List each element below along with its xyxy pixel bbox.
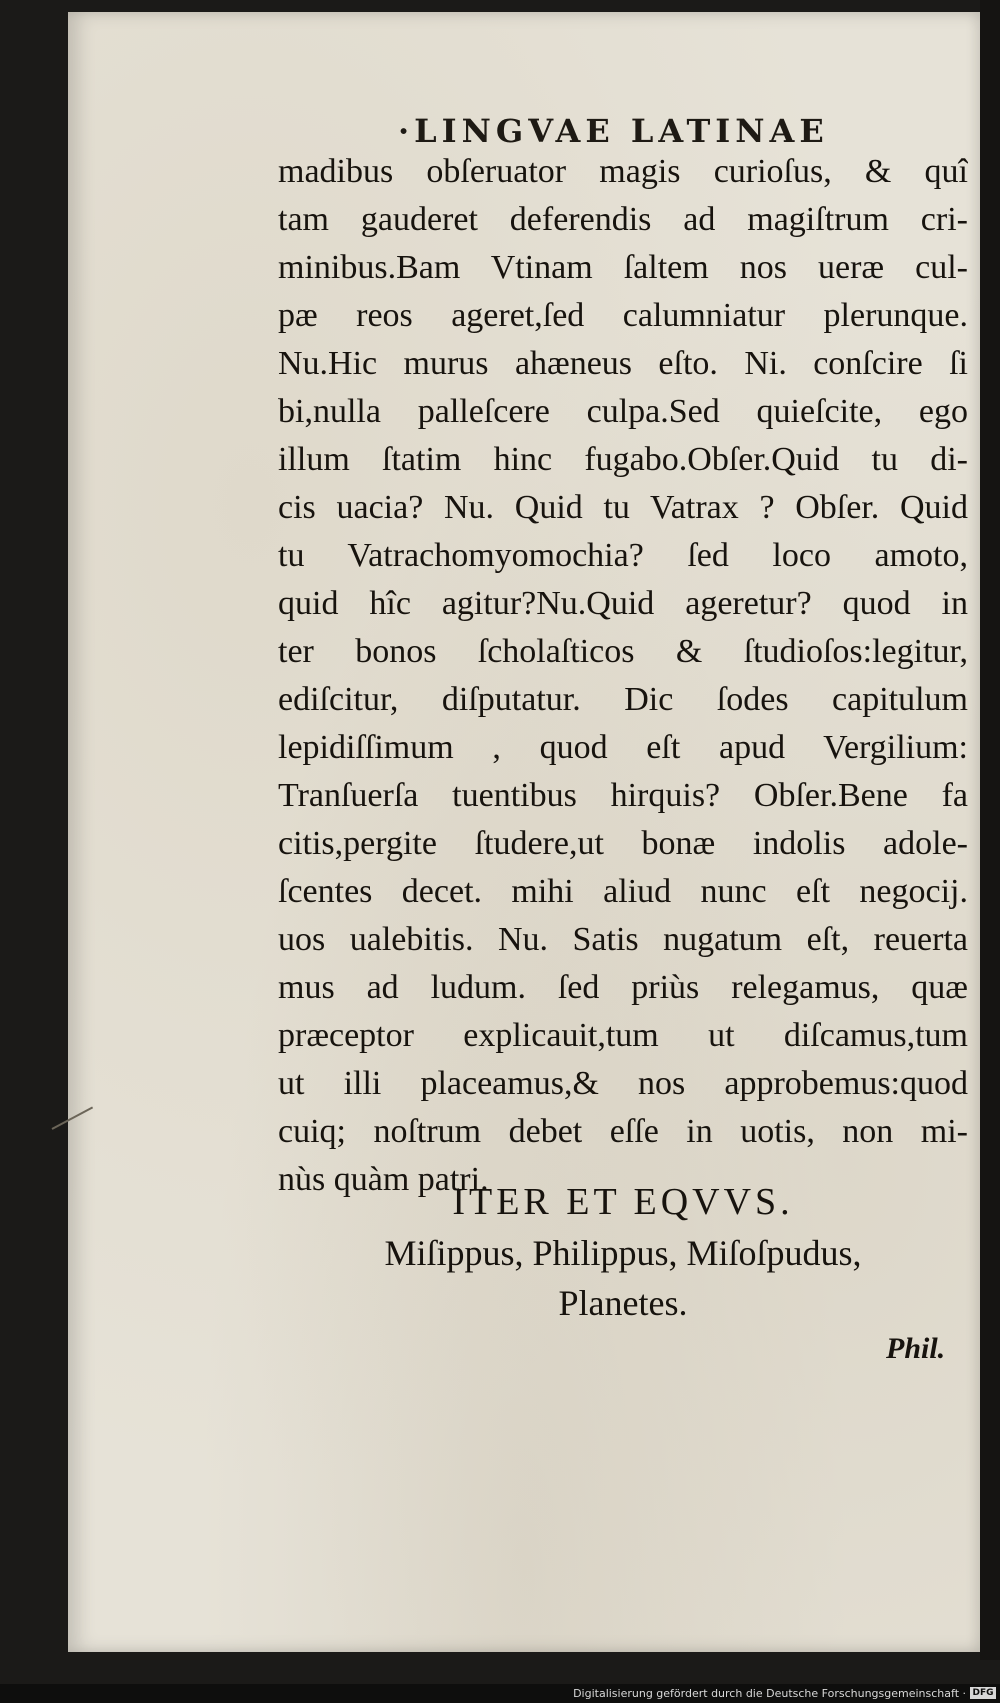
text-line: cuiq; noſtrum debet eſſe in uotis, non mi- xyxy=(278,1113,968,1150)
text-line: ediſcitur, diſputatur. Dic ſodes capitulum xyxy=(278,681,968,718)
text-line: pæ reos ageret,ſed calumniatur plerunque. xyxy=(278,297,968,334)
dramatis-personae xyxy=(278,1228,968,1328)
text-line: citis,pergite ſtudere,ut bonæ indolis adole- xyxy=(278,825,968,862)
text-line: mus ad ludum. ſed priùs relegamus, quæ xyxy=(278,969,968,1006)
text-line: minibus.Bam Vtinam ſaltem nos ueræ cul- xyxy=(278,249,968,286)
digitization-footer xyxy=(0,1684,1000,1703)
text-line: bi,nulla palleſcere culpa.Sed quieſcite, ego xyxy=(278,393,968,430)
text-line: quid hîc agitur?Nu.Quid ageretur? quod in xyxy=(278,585,968,622)
text-line: præceptor explicauit,tum ut diſcamus,tum xyxy=(278,1017,968,1054)
text-line: Tranſuerſa tuentibus hirquis? Obſer.Bene fa xyxy=(278,777,968,814)
text-line: madibus obſeruator magis curioſus, & quî xyxy=(278,153,968,190)
footer-credit: Digitalisierung gefördert durch die Deutsche Forschungsgemeinschaft · xyxy=(573,1687,966,1700)
running-title: ·LINGVAE LATINAE xyxy=(398,112,829,150)
page-edge-shadow xyxy=(980,0,1000,1660)
text-line: nùs quàm patri. xyxy=(278,1161,489,1198)
text-line: tu Vatrachomyomochia? ſed loco amoto, xyxy=(278,537,968,574)
text-line: tam gauderet deferendis ad magiſtrum cri- xyxy=(278,201,968,238)
body-text xyxy=(278,148,968,1204)
persons-line: Miſippus, Philippus, Miſoſpudus, xyxy=(384,1233,862,1273)
persons-line: Planetes. xyxy=(558,1283,688,1323)
text-line: ut illi placeamus,& nos approbemus:quod xyxy=(278,1065,968,1102)
text-line: ſcentes decet. mihi aliud nunc eſt negocij. xyxy=(278,873,968,910)
text-line: cis uacia? Nu. Quid tu Vatrax ? Obſer. Quid xyxy=(278,489,968,526)
text-line: uos ualebitis. Nu. Satis nugatum eſt, reuerta xyxy=(278,921,968,958)
text-line: lepidiſſimum , quod eſt apud Vergilium: xyxy=(278,729,968,766)
catchword: Phil. xyxy=(886,1332,946,1365)
text-line: Nu.Hic murus ahæneus eſto. Ni. conſcire ſi xyxy=(278,345,968,382)
section-title: ITER ET EQVVS. xyxy=(452,1181,794,1223)
text-line: illum ſtatim hinc fugabo.Obſer.Quid tu di- xyxy=(278,441,968,478)
text-line: ter bonos ſcholaſticos & ſtudioſos:legitur, xyxy=(278,633,968,670)
dfg-logo-icon: DFG xyxy=(970,1687,996,1699)
